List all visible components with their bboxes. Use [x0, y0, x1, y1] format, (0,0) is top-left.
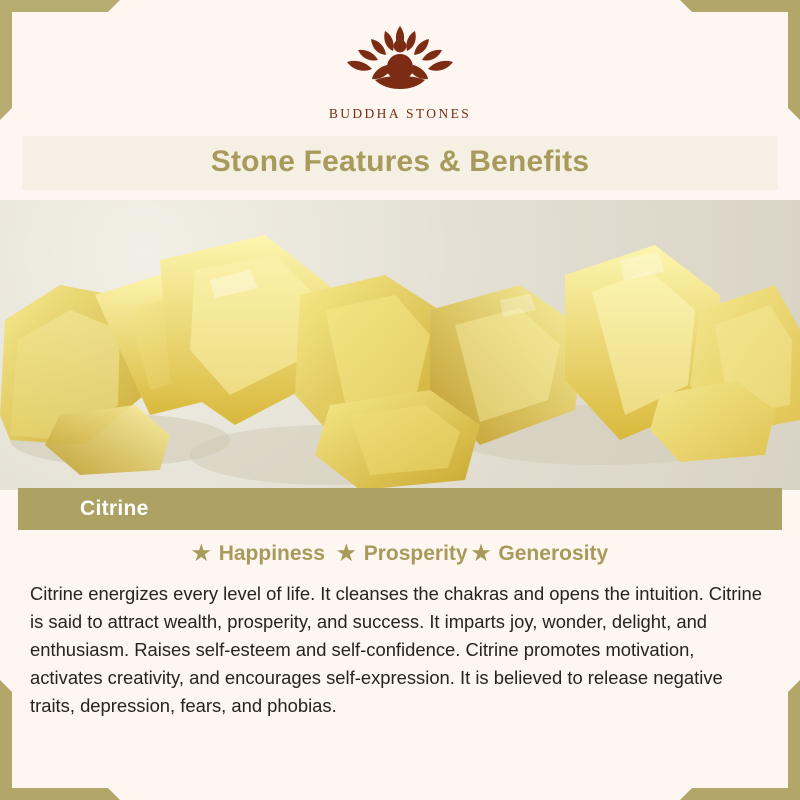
stone-name: Citrine	[80, 497, 149, 520]
star-icon: ★	[336, 542, 356, 565]
brand-name: BUDDHA STONES	[328, 106, 472, 121]
keyword-generosity: Generosity	[498, 541, 609, 565]
stone-keywords	[0, 541, 800, 566]
citrine-photo	[0, 200, 800, 490]
lotus-meditation-icon	[325, 24, 475, 96]
page-title: Stone Features & Benefits	[210, 145, 590, 178]
brand-logo	[0, 18, 800, 122]
keyword-happiness: Happiness	[218, 541, 325, 565]
stone-name-bar	[0, 488, 800, 530]
citrine-stones-illustration	[0, 200, 800, 490]
keyword-prosperity: Prosperity	[363, 541, 468, 565]
title-banner	[22, 136, 778, 190]
stone-description: Citrine energizes every level of life. It cleanses the chakras and opens the intuition. Citrine is said to attract wealth, prosperity, and success. It imparts joy, wonder, delight, and enthusiasm. Raises self-esteem and self-confidence. Citrine promotes motivation, activates creativity, and encourages self-expression. It is believed to release negative traits, depression, fears, and phobias.	[30, 583, 762, 716]
star-icon: ★	[471, 542, 491, 565]
star-icon: ★	[191, 542, 211, 565]
